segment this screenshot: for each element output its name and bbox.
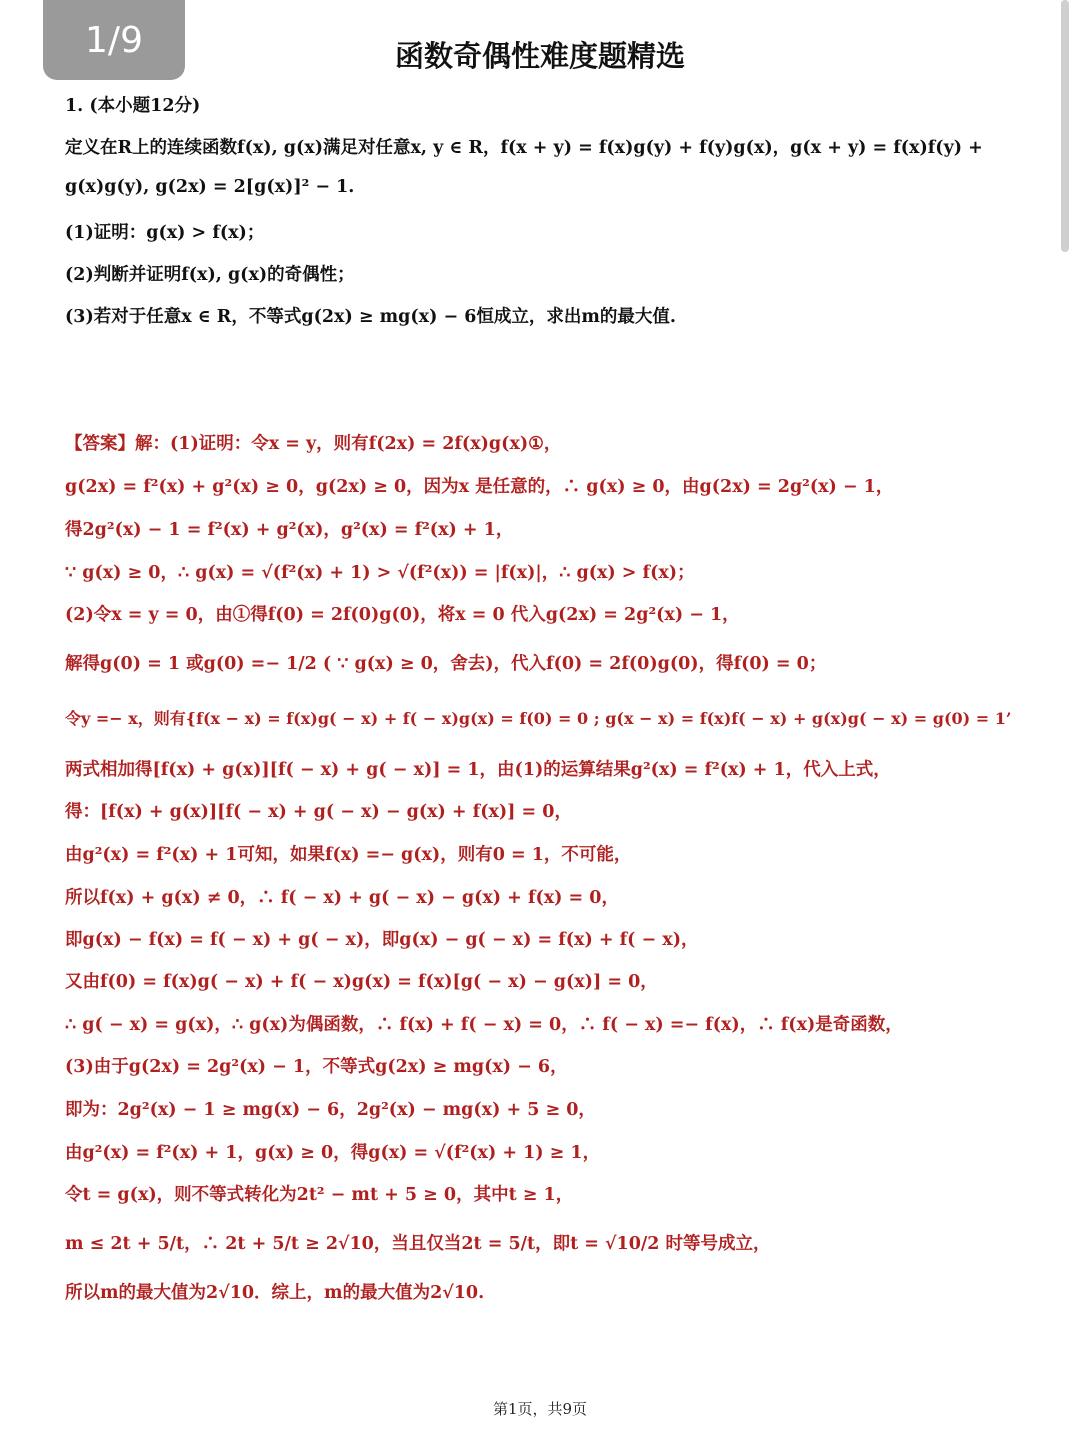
answer-line: (3)由于g(2x) = 2g²(x) − 1，不等式g(2x) ≥ mg(x) − 6， <box>65 1057 568 1077</box>
answer-line: 得2g²(x) − 1 = f²(x) + g²(x)，g²(x) = f²(x) + 1， <box>65 520 514 540</box>
question-line: (3)若对于任意x ∈ R，不等式g(2x) ≥ mg(x) − 6恒成立，求出m的最大值. <box>65 307 676 327</box>
answer-line: 即为：2g²(x) − 1 ≥ mg(x) − 6，2g²(x) − mg(x) + 5 ≥ 0， <box>65 1100 596 1120</box>
answer-line: 令t = g(x)，则不等式转化为2t² − mt + 5 ≥ 0，其中t ≥ 1， <box>65 1185 574 1205</box>
answer-line: 由g²(x) = f²(x) + 1，g(x) ≥ 0，得g(x) = √(f²(x) + 1) ≥ 1， <box>65 1143 601 1163</box>
page-indicator-badge: 1/9 <box>43 0 185 80</box>
answer-line: g(2x) = f²(x) + g²(x) ≥ 0，g(2x) ≥ 0，因为x 是任意的，∴ g(x) ≥ 0，由g(2x) = 2g²(x) − 1， <box>65 477 894 497</box>
answer-line: 由g²(x) = f²(x) + 1可知，如果f(x) =− g(x)，则有0 = 1，不可能， <box>65 845 632 865</box>
answer-line: (2)令x = y = 0，由①得f(0) = 2f(0)g(0)，将x = 0 代入g(2x) = 2g²(x) − 1， <box>65 605 740 625</box>
answer-line: 又由f(0) = f(x)g( − x) + f( − x)g(x) = f(x)[g( − x) − g(x)] = 0， <box>65 972 658 992</box>
answer-line: m ≤ 2t + 5/t，∴ 2t + 5/t ≥ 2√10，当且仅当2t = 5/t，即t = √10/2 时等号成立， <box>65 1234 771 1254</box>
answer-line: 所以m的最大值为2√10．综上，m的最大值为2√10. <box>65 1283 485 1303</box>
question-header: 1. (本小题12分) <box>65 96 201 116</box>
answer-line: ∵ g(x) ≥ 0，∴ g(x) = √(f²(x) + 1) > √(f²(x)) = |f(x)|，∴ g(x) > f(x)； <box>65 563 695 583</box>
answer-line: 两式相加得[f(x) + g(x)][f( − x) + g( − x)] = 1，由(1)的运算结果g²(x) = f²(x) + 1，代入上式， <box>65 760 891 780</box>
document-title: 函数奇偶性难度题精选 <box>394 39 685 73</box>
question-line: (2)判断并证明f(x), g(x)的奇偶性； <box>65 265 355 285</box>
answer-line: 令y =− x，则有{f(x − x) = f(x)g( − x) + f( − x)g(x) = f(0) = 0 ; g(x − x) = f(x)f( − x) + g(x)g( − x) = g(0) = 1’ <box>65 709 1012 728</box>
answer-line: 解得g(0) = 1 或g(0) =− 1/2 ( ∵ g(x) ≥ 0，舍去)，代入f(0) = 2f(0)g(0)，得f(0) = 0； <box>65 654 827 674</box>
answer-line: 【答案】解：(1)证明：令x = y，则有f(2x) = 2f(x)g(x)①， <box>65 434 562 454</box>
question-line: g(x)g(y), g(2x) = 2[g(x)]² − 1. <box>65 177 355 197</box>
answer-line: 即g(x) − f(x) = f( − x) + g( − x)，即g(x) − g( − x) = f(x) + f( − x)， <box>65 930 699 950</box>
question-line: 定义在R上的连续函数f(x), g(x)满足对任意x, y ∈ R，f(x + y) = f(x)g(y) + f(y)g(x)，g(x + y) = f(x)f(y) + <box>65 138 983 158</box>
answer-line: ∴ g( − x) = g(x)，∴ g(x)为偶函数，∴ f(x) + f( − x) = 0，∴ f( − x) =− f(x)，∴ f(x)是奇函数， <box>65 1015 903 1035</box>
question-line: (1)证明：g(x) > f(x)； <box>65 223 265 243</box>
answer-line: 得：[f(x) + g(x)][f( − x) + g( − x) − g(x) + f(x)] = 0， <box>65 802 572 822</box>
page-footer: 第1页，共9页 <box>492 1400 588 1418</box>
answer-line: 所以f(x) + g(x) ≠ 0，∴ f( − x) + g( − x) − g(x) + f(x) = 0， <box>65 888 619 908</box>
